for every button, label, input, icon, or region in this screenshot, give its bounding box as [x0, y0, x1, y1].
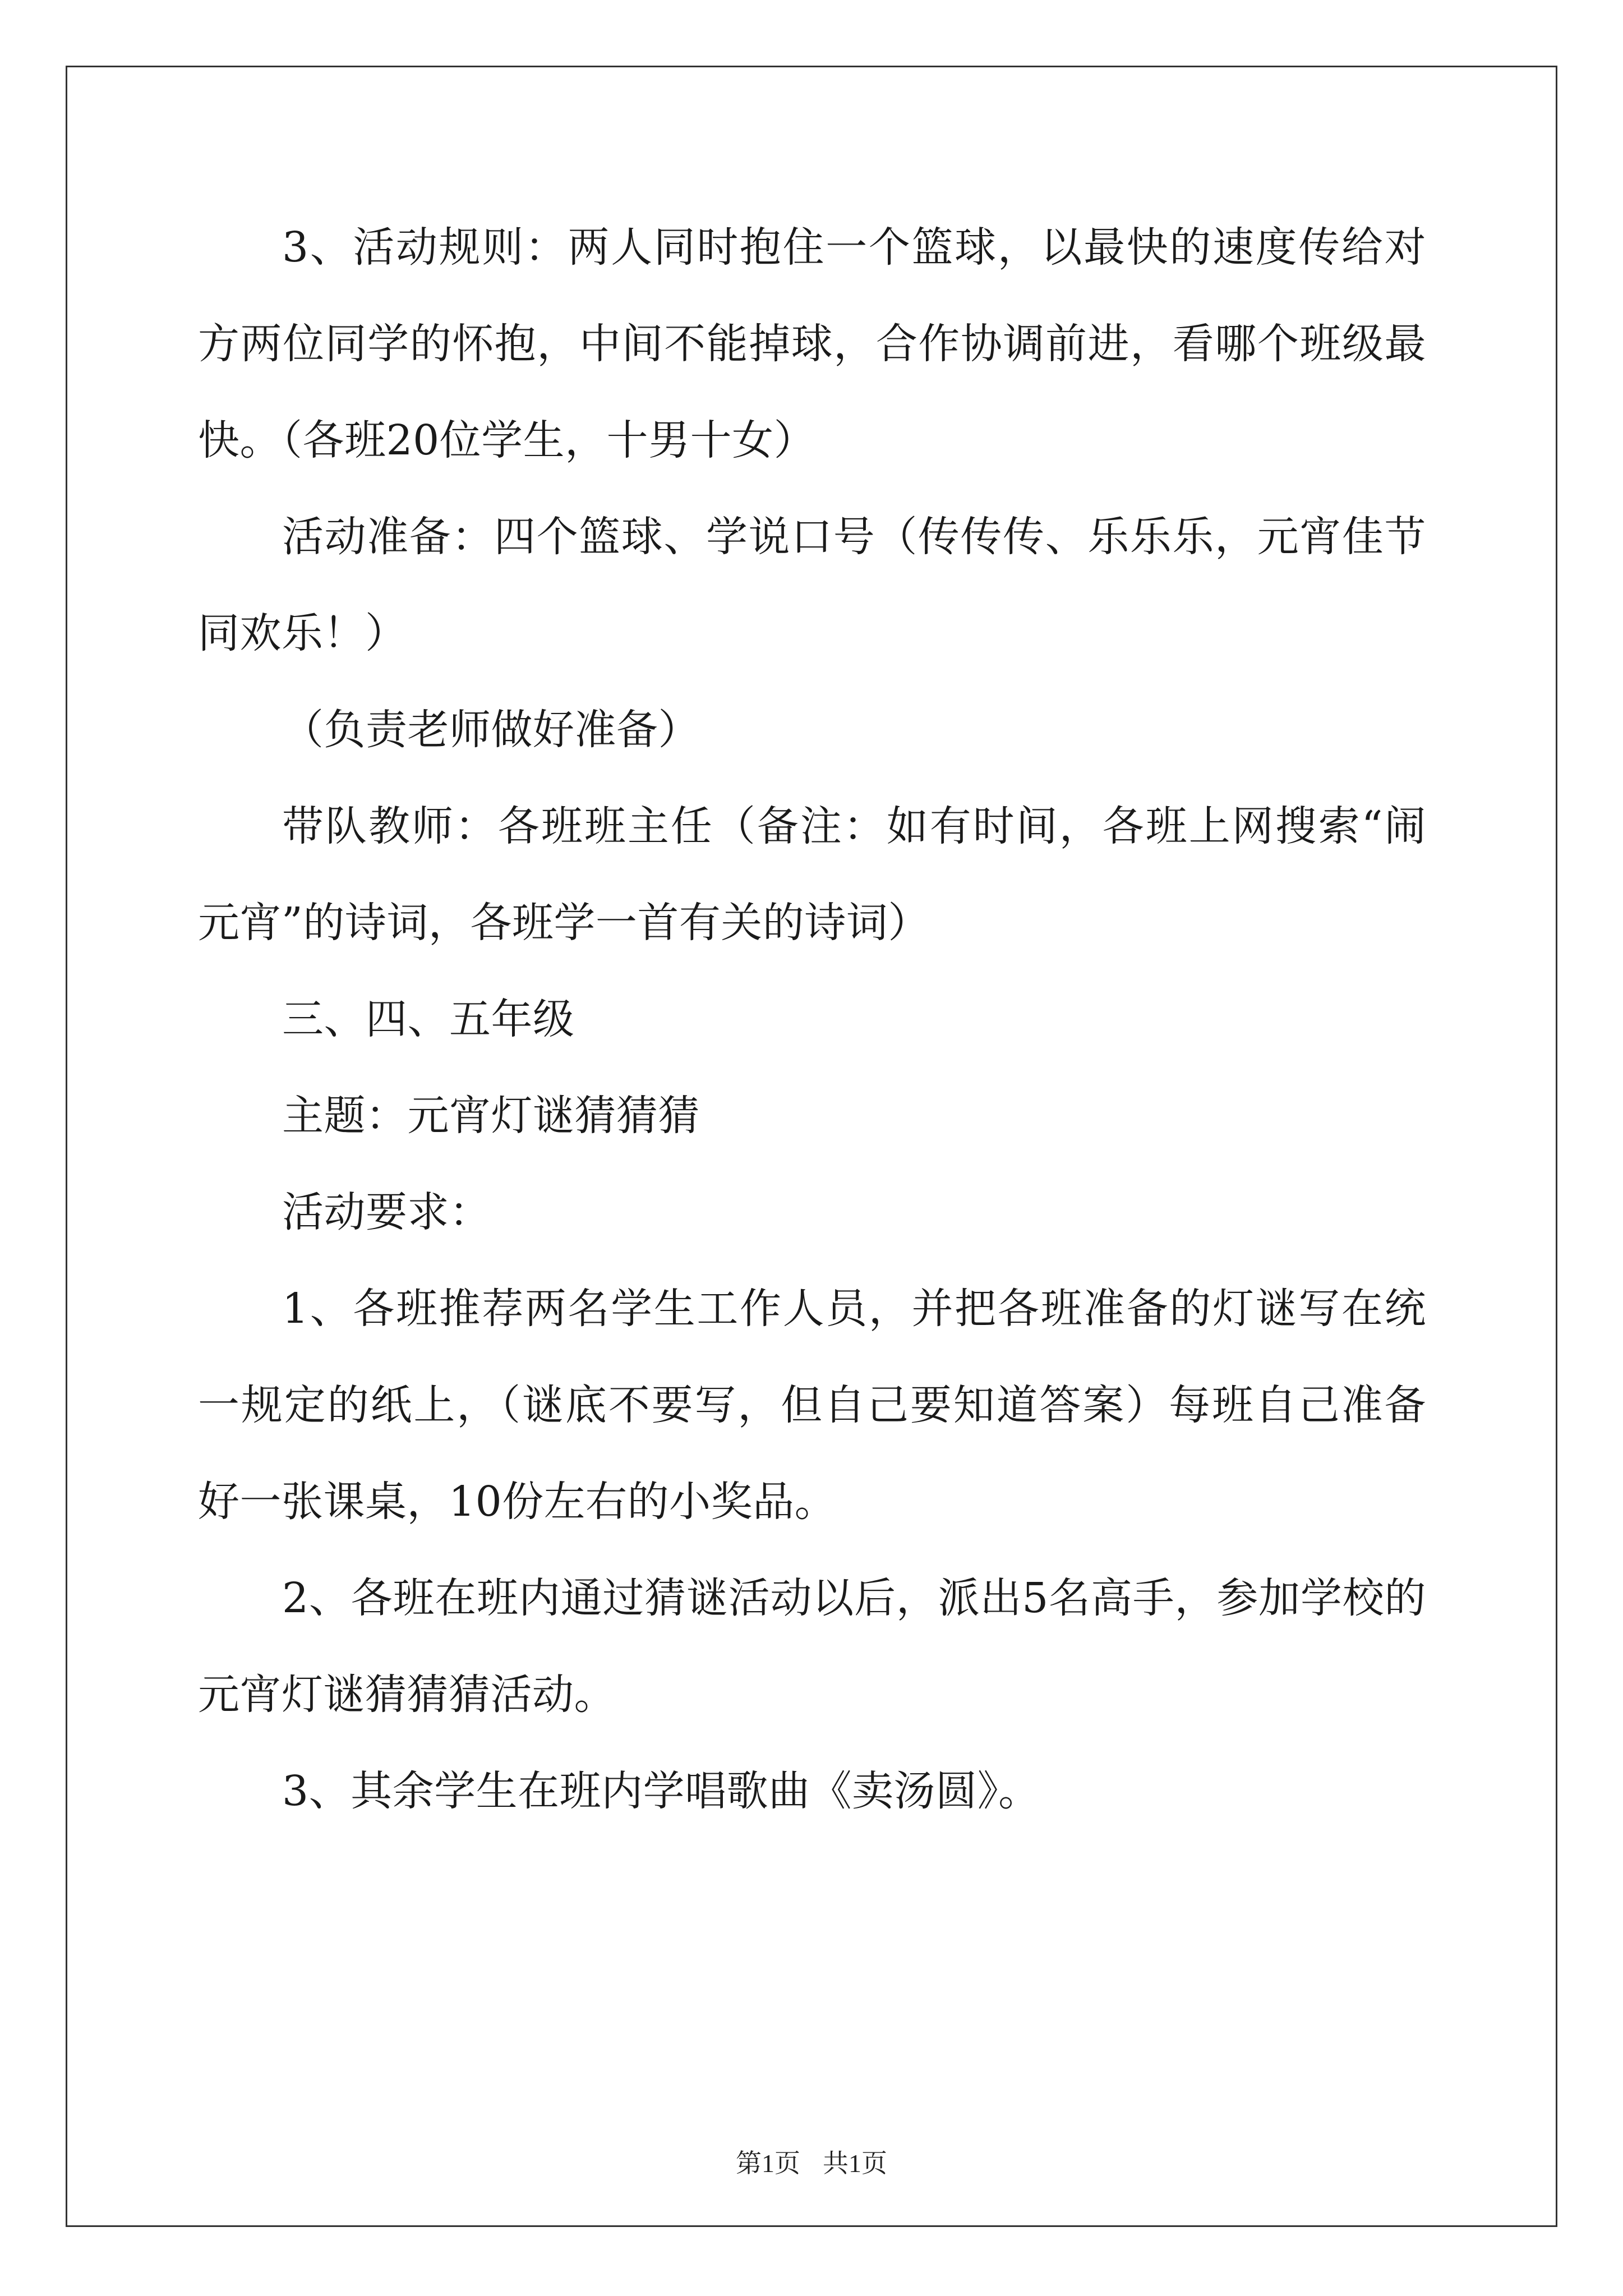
paragraph-activity-rules: 3、活动规则：两人同时抱住一个篮球，以最快的速度传给对方两位同学的怀抱，中间不能掉球，合作协调前进，看哪个班级最快。（各班20位学生，十男十女）	[198, 223, 1426, 464]
paragraph-lead-teachers: 带队教师：各班班主任（备注：如有时间，各班上网搜索“闹元宵”的诗词，各班学一首有关的诗词）	[198, 802, 1426, 947]
page-number-current: 第1页	[736, 2149, 800, 2178]
paragraph-requirement-3: 3、其余学生在班内学唱歌曲《卖汤圆》。	[282, 1767, 1040, 1815]
page-footer	[0, 2143, 1623, 2180]
page-number-total: 共1页	[823, 2149, 887, 2178]
document-body	[198, 199, 1426, 1839]
paragraph-requirement-1: 1、各班推荐两名学生工作人员，并把各班准备的灯谜写在统一规定的纸上，（谜底不要写，但自己要知道答案）每班自己准备好一张课桌，10份左右的小奖品。	[198, 1285, 1426, 1526]
paragraph-requirements-heading: 活动要求：	[282, 1188, 491, 1236]
paragraph-theme: 主题：元宵灯谜猜猜猜	[282, 1092, 700, 1140]
paragraph-requirement-2: 2、各班在班内通过猜谜活动以后，派出5名高手，参加学校的元宵灯谜猜猜猜活动。	[198, 1574, 1426, 1719]
paragraph-grade-heading: 三、四、五年级	[282, 995, 575, 1043]
paragraph-activity-preparation: 活动准备：四个篮球、学说口号（传传传、乐乐乐，元宵佳节同欢乐！）	[198, 513, 1426, 657]
paragraph-teacher-prep-note: （负责老师做好准备）	[282, 706, 700, 754]
